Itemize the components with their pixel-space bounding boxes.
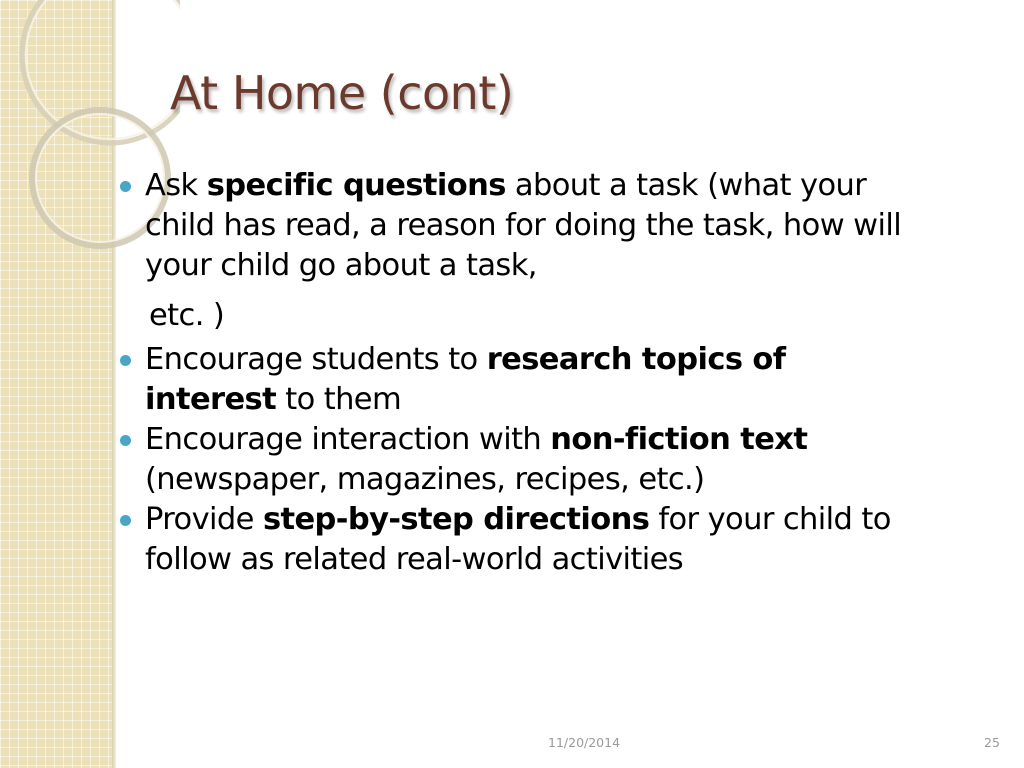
bullet-item-research-topics [118,340,918,420]
footer-date: 11/20/2014 [548,735,621,750]
bullet-emphasis: specific questions [206,168,506,203]
slide-title: At Home (cont) [170,66,514,120]
bullet-text: Encourage students to [145,342,487,377]
bullet-dot-icon [120,435,131,446]
bullet-item-ask-questions [118,166,918,336]
bullet-dot-icon [120,181,131,192]
bullet-emphasis: research topics of interest [145,342,786,417]
bullet-continuation: etc. ) [149,298,225,333]
bullet-item-non-fiction [118,420,918,500]
bullet-emphasis: non-fiction text [550,422,808,457]
bullet-dot-icon [120,355,131,366]
bullet-text: Provide [145,502,263,537]
bullet-emphasis: step-by-step directions [262,502,650,537]
bullet-item-directions [118,500,918,580]
bullet-text: about a task (what your child has read, a reason for doing the task, how will your child go about a task, [145,168,902,283]
bullet-dot-icon [120,515,131,526]
bullet-text: Ask [145,168,207,203]
decorative-ring-large [22,0,180,143]
page-number: 25 [984,735,1000,750]
bullet-text: for your child to follow as related real-world activities [145,502,891,577]
bullet-list [118,166,918,580]
bullet-text: (newspaper, magazines, recipes, etc.) [145,462,705,497]
bullet-text: Encourage interaction with [145,422,551,457]
bullet-text: to them [276,382,402,417]
